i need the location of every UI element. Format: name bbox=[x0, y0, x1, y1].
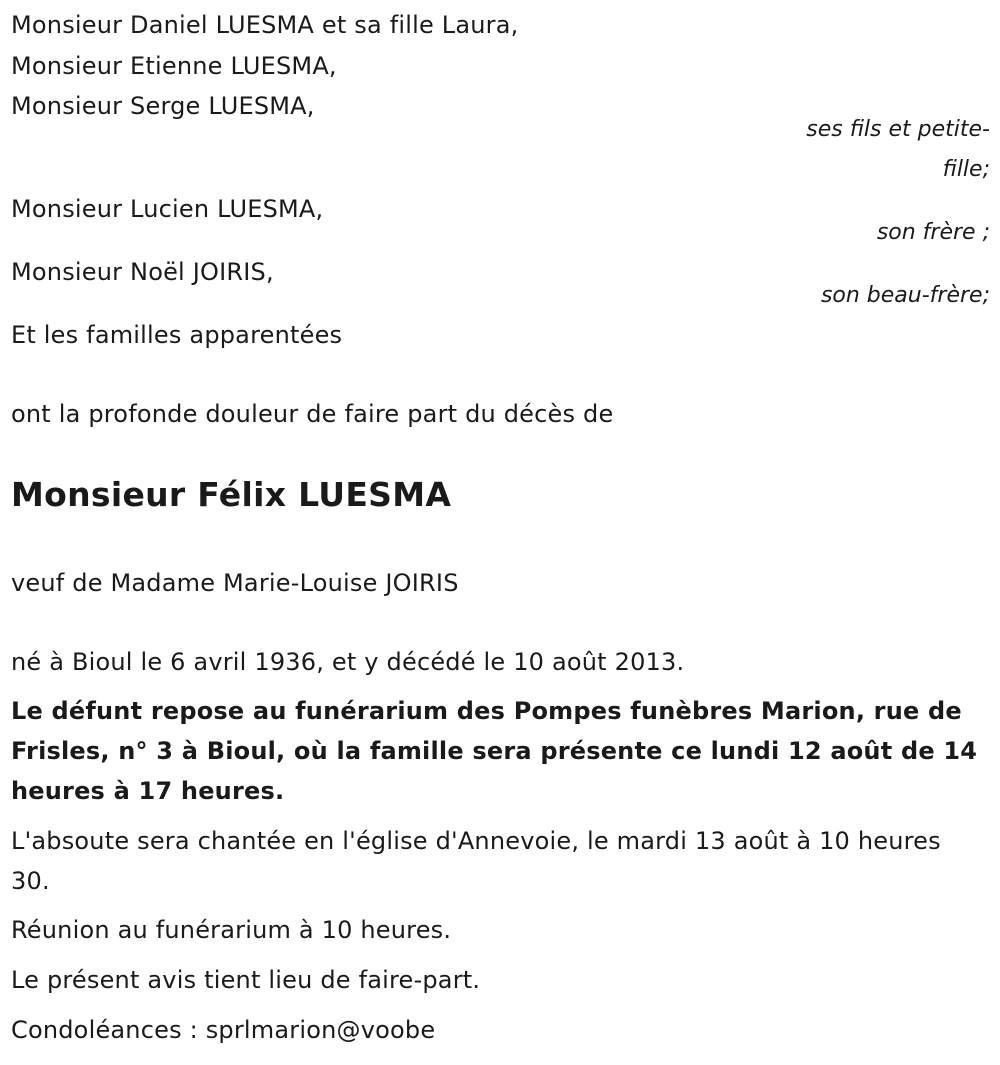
family-member-etienne: Monsieur Etienne LUESMA, bbox=[11, 52, 337, 80]
relation-brother-in-law: son beau-frère; bbox=[820, 283, 990, 308]
relation-sons-granddaughter-line1: ses fils et petite- bbox=[806, 117, 990, 142]
family-member-lucien: Monsieur Lucien LUESMA, bbox=[11, 195, 324, 223]
family-member-daniel: Monsieur Daniel LUESMA et sa fille Laura, bbox=[11, 11, 519, 39]
notice-text: Le présent avis tient lieu de faire-part. bbox=[11, 966, 481, 994]
relation-sons-granddaughter-line2: fille; bbox=[942, 157, 990, 182]
reunion-details: Réunion au funérarium à 10 heures. bbox=[11, 916, 452, 944]
relation-brother: son frère ; bbox=[876, 220, 990, 245]
spouse-info: veuf de Madame Marie-Louise JOIRIS bbox=[11, 569, 459, 597]
birth-death-info: né à Bioul le 6 avril 1936, et y décédé le 10 août 2013. bbox=[11, 648, 685, 676]
repose-details: Le défunt repose au funérarium des Pompes funèbres Marion, rue de Frisles, n° 3 à Bioul, où la famille sera présente ce lundi 12 août de 14 heures à 17 heures. bbox=[11, 697, 978, 805]
related-families: Et les familles apparentées bbox=[11, 321, 343, 349]
family-member-noel: Monsieur Noël JOIRIS, bbox=[11, 258, 274, 286]
condolences-contact: Condoléances : sprlmarion@voobe bbox=[11, 1016, 436, 1044]
deceased-name: Monsieur Félix LUESMA bbox=[11, 475, 452, 514]
announcement-text: ont la profonde douleur de faire part du décès de bbox=[11, 400, 614, 428]
absoute-details: L'absoute sera chantée en l'église d'Annevoie, le mardi 13 août à 10 heures 30. bbox=[11, 827, 941, 895]
family-member-serge: Monsieur Serge LUESMA, bbox=[11, 92, 315, 120]
